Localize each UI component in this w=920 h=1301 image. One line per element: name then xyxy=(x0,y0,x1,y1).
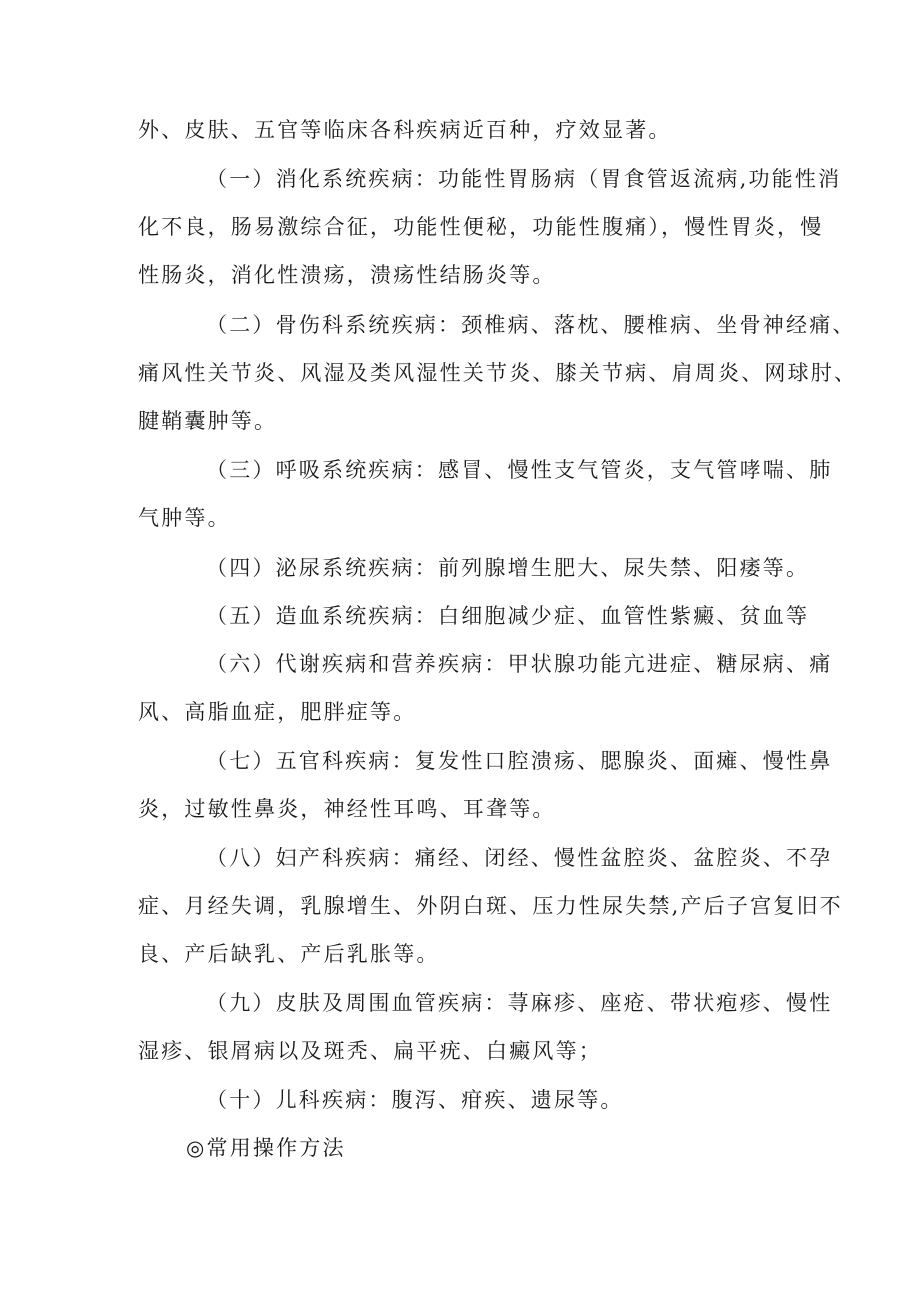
text-line: 良、产后缺乳、产后乳胀等。 xyxy=(138,942,440,966)
text-line: （四）泌尿系统疾病：前列腺增生肥大、尿失禁、阳痿等。 xyxy=(206,556,810,580)
text-line: 性肠炎，消化性溃疡，溃疡性结肠炎等。 xyxy=(138,263,556,287)
text-line: （一）消化系统疾病：功能性胃肠病（胃食管返流病,功能性消 xyxy=(206,167,842,191)
section-heading: ◎常用操作方法 xyxy=(186,1136,346,1160)
text-line: （七）五官科疾病：复发性口腔溃疡、腮腺炎、面瘫、慢性鼻 xyxy=(206,749,833,773)
text-line: （六）代谢疾病和营养疾病：甲状腺功能亢进症、糖尿病、痛 xyxy=(206,652,833,676)
text-line: 化不良，肠易激综合征，功能性便秘，功能性腹痛），慢性胃炎，慢 xyxy=(138,215,824,239)
text-line: （二）骨伤科系统疾病：颈椎病、落枕、腰椎病、坐骨神经痛、 xyxy=(206,313,856,337)
text-line: 风、高脂血症，肥胖症等。 xyxy=(138,700,417,724)
text-line: 症、月经失调，乳腺增生、外阴白斑、压力性尿失禁,产后子宫复旧不 xyxy=(138,894,843,918)
text-line: （八）妇产科疾病：痛经、闭经、慢性盆腔炎、盆腔炎、不孕 xyxy=(206,846,833,870)
text-line: 湿疹、银屑病以及斑秃、扁平疣、白癜风等； xyxy=(138,1039,602,1063)
text-line: 炎，过敏性鼻炎，神经性耳鸣、耳聋等。 xyxy=(138,797,556,821)
text-line: 腱鞘囊肿等。 xyxy=(138,409,278,433)
text-line: （三）呼吸系统疾病：感冒、慢性支气管炎，支气管哮喘、肺 xyxy=(206,458,833,482)
text-line: （十）儿科疾病：腹泻、疳疾、遗尿等。 xyxy=(206,1088,624,1112)
text-line: 痛风性关节炎、风湿及类风湿性关节炎、膝关节病、肩周炎、网球肘、 xyxy=(138,361,858,385)
text-line: 气肿等。 xyxy=(138,506,231,530)
text-line: 外、皮肤、五官等临床各科疾病近百种，疗效显著。 xyxy=(138,118,672,142)
text-line: （五）造血系统疾病：白细胞减少症、血管性紫癜、贫血等 xyxy=(206,604,810,628)
text-line: （九）皮肤及周围血管疾病：荨麻疹、座疮、带状疱疹、慢性 xyxy=(206,991,833,1015)
